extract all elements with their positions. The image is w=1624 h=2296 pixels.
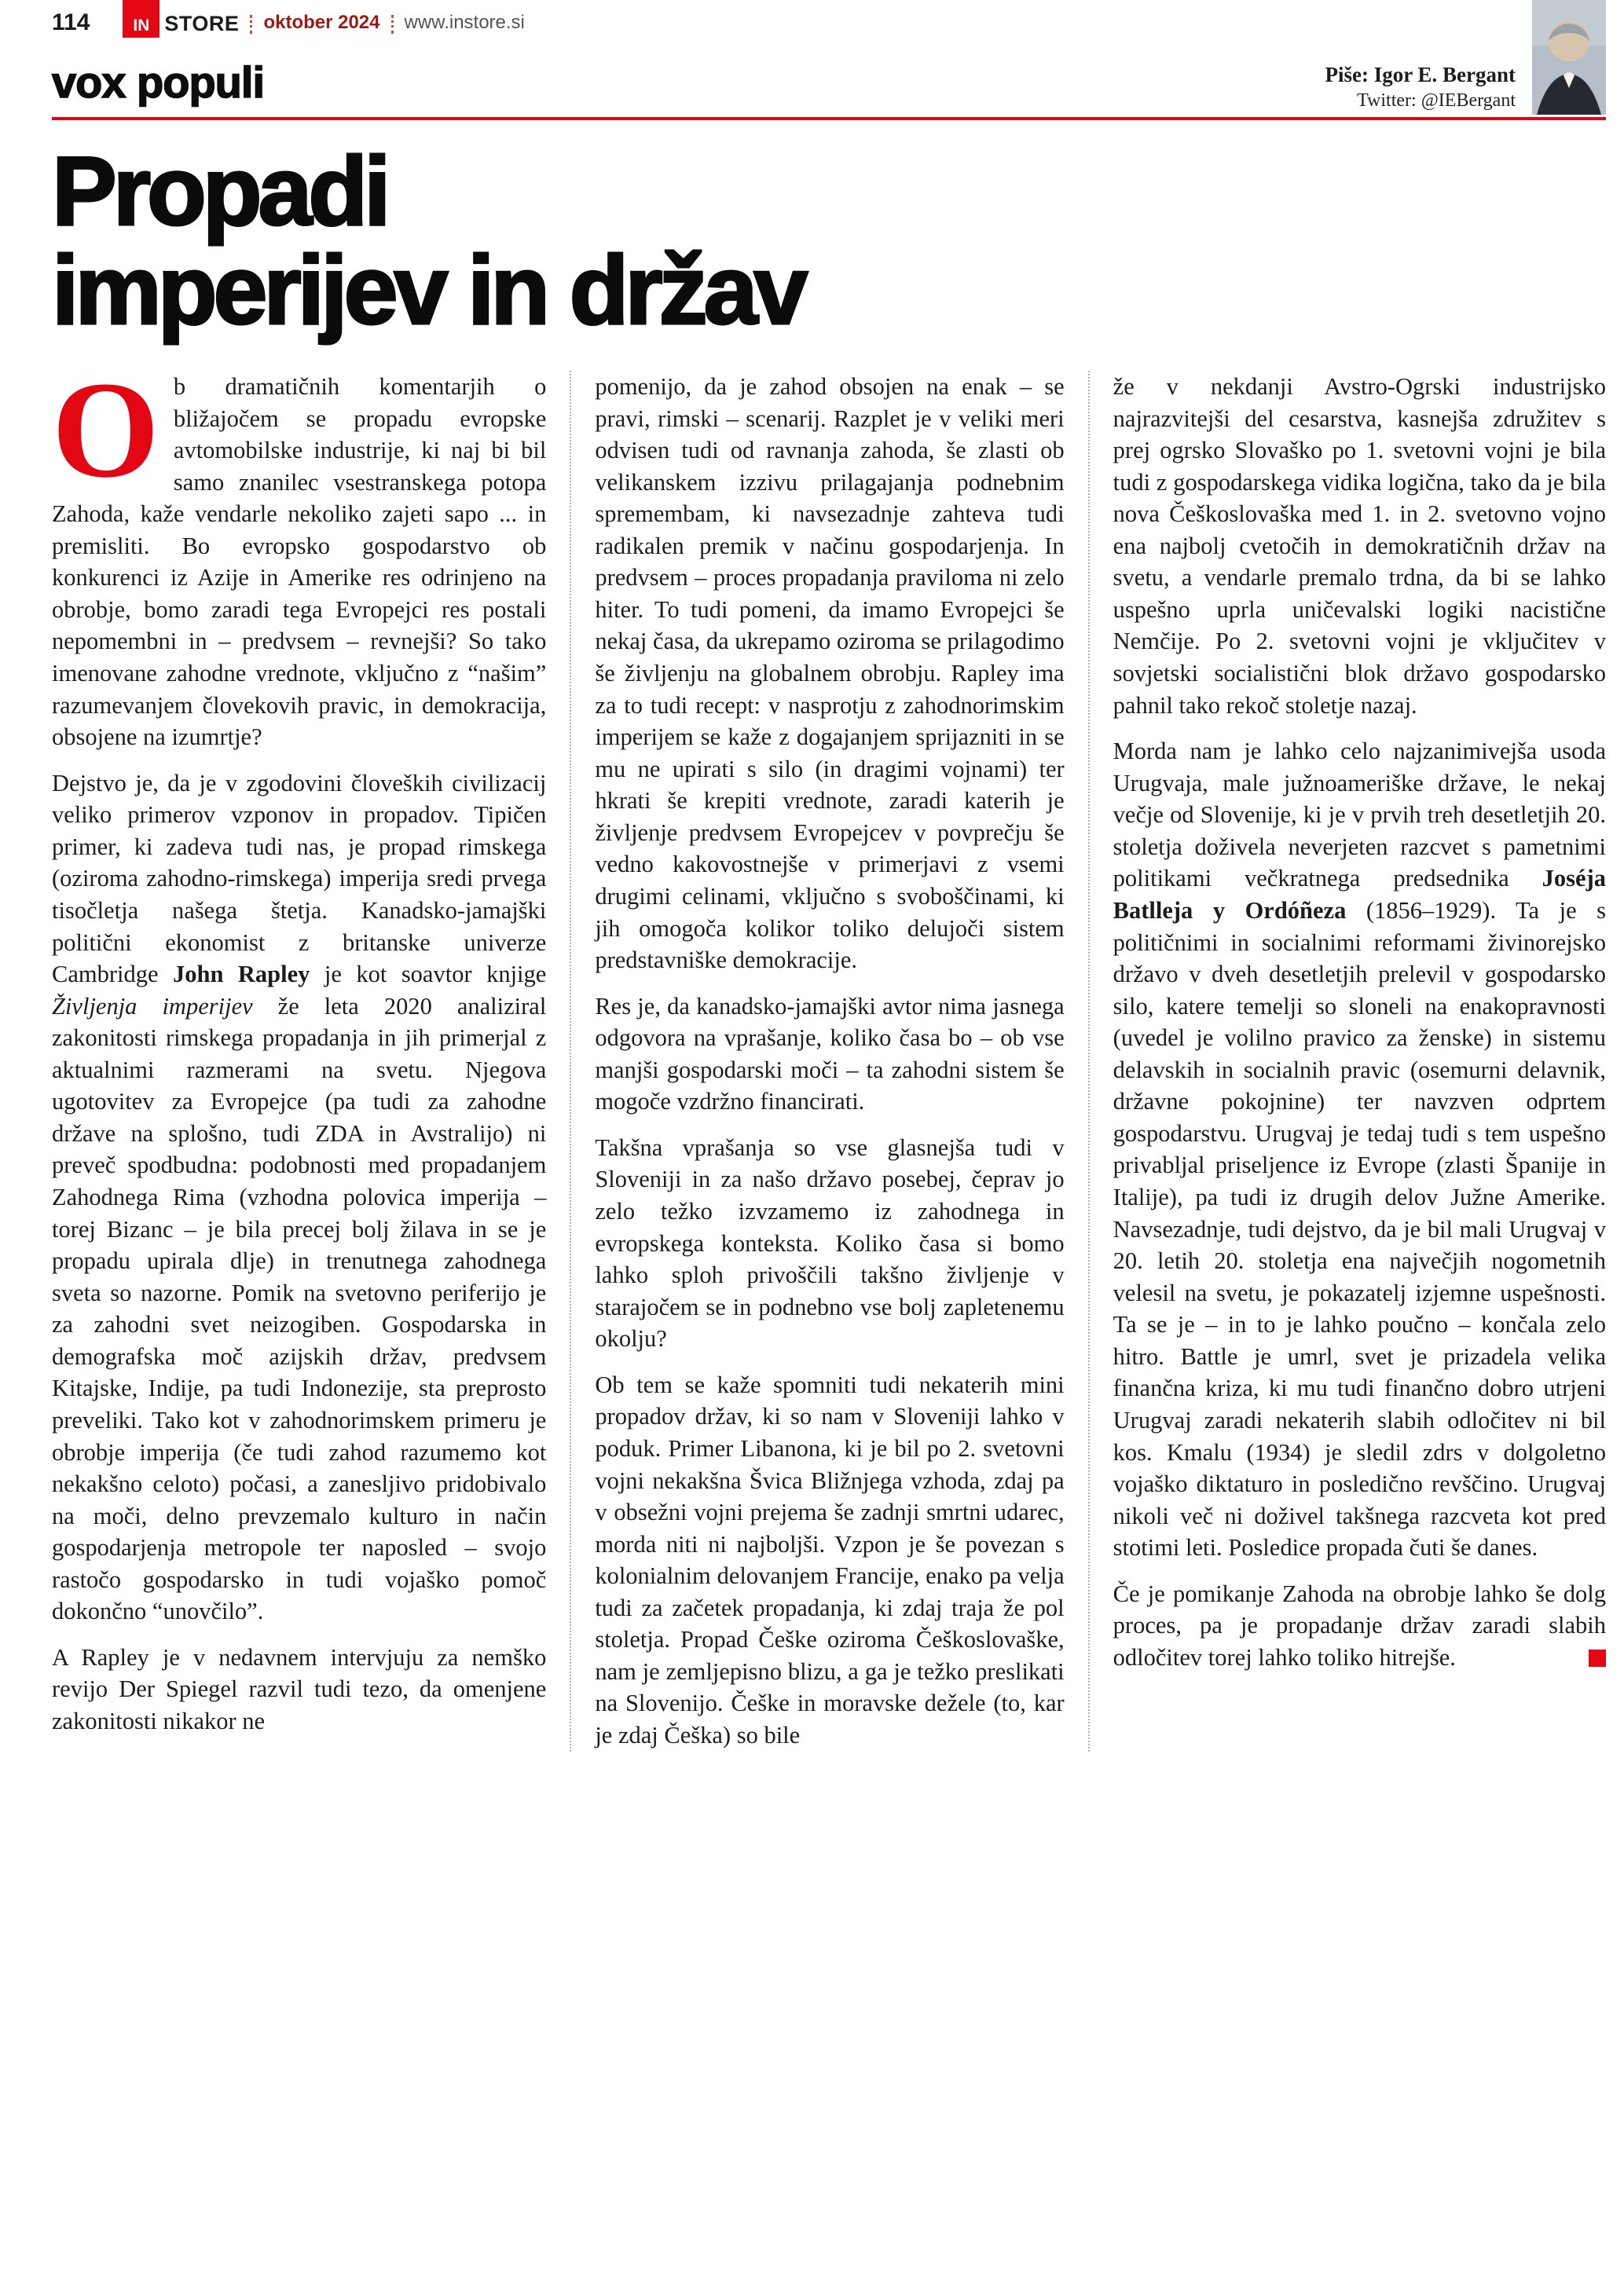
paragraph: Res je, da kanadsko-jamajški avtor nima jasnega odgovora na vprašanje, koliko časa bo – ob vse manjši gospodarski moči – ta zahodni sistem še mogoče vzdržno financirati. — [595, 992, 1065, 1115]
headline-line-2: imperijev in držav — [52, 236, 805, 346]
paragraph: že v nekdanji Avstro-Ogrski industrijsko najrazvitejši del cesarstva, kasnejša združitev s prej ogrsko Slovaško po 1. svetovni vojni je bila tudi z gospodarskega vidika logična, tako da je bila nova Češkoslovaška med 1. in 2. svetovno vojno ena najbolj cvetočih in demokratičnih držav na svetu, a vendarle premalo trdna, da bi se lahko uspešno uprla uničevalski logiki nacistične Nemčije. Po 2. svetovni vojni je vključitev v sovjetski socialistični blok državo gospodarsko pahnil tako rekoč stoletje nazaj. — [1113, 372, 1606, 719]
website-url: www.instore.si — [404, 12, 525, 33]
masthead — [52, 0, 1606, 38]
paragraph: Dejstvo je, da je v zgodovini človeških civilizacij veliko primerov vzponov in propadov. Tipičen primer, ki zadeva tudi nas, je propad rimskega (oziroma zahodno-rimskega) imperija sredi prvega tisočletja našega štetja. Kanadsko-jamajški politični ekonomist z britanske univerze Cambridge John Rapley je kot soavtor knjige Življenja imperijev že leta 2020 analiziral zakonitosti rimskega propadanja in jih primerjal z aktualnimi razmerami na svetu. Njegova ugotovitev za Evropejce (pa tudi za zahodne države na splošno, tudi ZDA in Avstralijo) ni preveč spodbudna: podobnosti med propadanjem Zahodnega Rima (vzhodna polovica imperija – torej Bizanc – je bila precej bolj žilava in se je propadu upirala dlje) in trenutnega zahodnega sveta so nazorne. Pomik na svetovno periferijo je za zahodni svet neizogiben. Gospodarska in demografska moč azijskih držav, predvsem Kitajske, Indije, pa tudi Indonezije, sta preprosto preveliki. Tako kot v zahodnorimskem primeru je obrobje imperija (če tudi zahod razumemo kot nekakšno celoto) počasi, a zanesljivo pridobivalo na moči, delno prevzemalo kulturo in način gospodarjenja metropole ter naposled – svojo rastočo gospodarsko in tudi vojaško pomoč dokončno “unovčilo”. — [52, 769, 547, 1625]
paragraph: Ob dramatičnih komentarjih o bližajočem se propadu evropske avtomobilske industrije, ki naj bi bil samo znanilec vsestranskega potopa Zahoda, kaže vendarle nekoliko zajeti sapo ... in premisliti. Bo evropsko gospodarstvo ob konkurenci iz Azije in Amerike res odrinjeno na obrobje, bomo zaradi tega Evropejci res postali nepomembni in – predvsem – revnejši? So tako imenovane zahodne vrednote, vključno z “našim” razumevanjem človekovih pravic, in demokracija, obsojene na izumrtje? — [52, 353, 547, 751]
masthead-divider — [391, 15, 394, 34]
paragraph: Takšna vprašanja so vse glasnejša tudi v Sloveniji in za našo državo posebej, čeprav jo zelo težko izvzamemo iz zahodnega in evropskega konteksta. Koliko časa si bomo lahko sploh privoščili takšno življenje v starajočem se in podnebno vse bolj zapletenemu okolju? — [595, 1133, 1065, 1353]
headline — [52, 137, 1606, 346]
page-header — [52, 0, 1606, 120]
logo-store-text: STORE — [164, 12, 240, 35]
page-number: 114 — [52, 9, 90, 35]
byline-twitter: Twitter: @IEBergant — [1357, 90, 1516, 112]
paragraph: pomenijo, da je zahod obsojen na enak – se pravi, rimski – scenarij. Razplet je v veliki meri odvisen tudi od ravnanja zahoda, še zlasti ob velikanskem izzivu prilagajanja podnebnim spremembam, ki navsezadnje zahteva tudi radikalen premik v načinu gospodarjenja. In predvsem – proces propadanja praviloma ni zelo hiter. To tudi pomeni, da imamo Evropejci še nekaj časa, da ukrepamo oziroma se prilagodimo še življenju na globalnem obrobju. Rapley ima za to tudi recept: v nasprotju z zahodnorimskim imperijem se kaže z dogajanjem sprijazniti in se mu ne upirati s silo (in dragimi vojnami) ter hkrati še krepiti vrednote, zaradi katerih je življenje predvsem Evropejcev v povprečju še vedno kakovostnejše v primerjavi z vsemi drugimi celinami, vključno s svoboščinami, ki jih omogoča kolikor toliko delujoči sistem predstavniške demokracije. — [595, 372, 1065, 974]
author-photo — [1532, 0, 1606, 115]
paragraph: Če je pomikanje Zahoda na obrobje lahko še dolg proces, pa je propadanje držav zaradi slabih odločitev torej lahko toliko hitrejše. — [1113, 1580, 1606, 1671]
byline-author: Piše: Igor E. Bergant — [1325, 63, 1516, 86]
section-title: vox populi — [52, 57, 264, 107]
paragraph: Morda nam je lahko celo najzanimivejša usoda Urugvaja, male južnoameriške države, le nekaj večje od Slovenije, ki je v prvih treh desetletjih 20. stoletja doživela neverjeten razcvet s pametnimi politikami večkratnega predsednika Joséja Batlleja y Ordóñeza (1856–1929). Ta je s političnimi in socialnimi reformami živinorejsko državo v dveh desetletjih prelevil v gospodarsko silo, katere temelji so sloneli na enakopravnosti (uvedel je volilno pravico za ženske) in sistemu delavskih in socialnih pravic (osemurni delavnik, državne pokojnine) ter navzven odprtem gospodarstvu. Urugvaj je tedaj tudi s tem uspešno privabljal priseljence iz Evrope (zlasti Španije in Italije), pa tudi iz drugih delov Južne Amerike. Navsezadnje, tudi dejstvo, da je bil mali Urugvaj v 20. letih 20. stoletja ena največjih nogometnih velesil na svetu, je pokazatelj izjemne uspešnosti. Ta se je – in to je lahko poučno – končala zelo hitro. Battle je umrl, svet je prizadela velika finančna kriza, ki mu tudi finančno dobro utrjeni Urugvaj zaradi nekaterih slabih odločitev ni bil kos. Kmalu (1934) je sledil zdrs v dolgoletno vojaško diktaturo in posledično revščino. Urugvaj nikoli več ni doživel takšnega razcveta kot pred stotimi leti. Posledice propada čuti še danes. — [1113, 738, 1606, 1562]
end-mark — [1589, 1650, 1606, 1667]
paragraph: A Rapley je v nedavnem intervjuju za nemško revijo Der Spiegel razvil tudi tezo, da omenjene zakonitosti nikakor ne — [52, 1643, 547, 1734]
headline-line-1: Propadi — [52, 137, 387, 246]
article-column-1 — [52, 353, 570, 1752]
article-columns — [52, 353, 1606, 1752]
header-rule — [52, 117, 1606, 120]
masthead-divider — [250, 15, 252, 34]
paragraph: Ob tem se kaže spomniti tudi nekaterih mini propadov držav, ki so nam v Sloveniji lahko v poduk. Primer Libanona, ki je bil po 2. svetovni vojni nekakšna Švica Bližnjega vzhoda, zdaj pa v obsežni vojni prejema še zadnji smrtni udarec, morda niti ni najboljši. Vzpon je še povezan s kolonialnim delovanjem Francije, enako pa velja tudi za začetek propadanja, ki zdaj traja že pol stoletja. Propad Češke oziroma Češkoslovaške, nam je zemljepisno blizu, a ga je težko preslikati na Slovenijo. Češke in moravske dežele (to, kar je zdaj Češka) so bile — [595, 1371, 1065, 1749]
issue-date: oktober 2024 — [263, 12, 380, 33]
article-column-2 — [570, 371, 1087, 1752]
logo-in-badge: IN — [123, 0, 159, 38]
drop-cap: O — [52, 353, 159, 507]
instore-logo — [123, 0, 239, 38]
article-column-3 — [1088, 371, 1606, 1752]
byline — [1325, 61, 1516, 113]
